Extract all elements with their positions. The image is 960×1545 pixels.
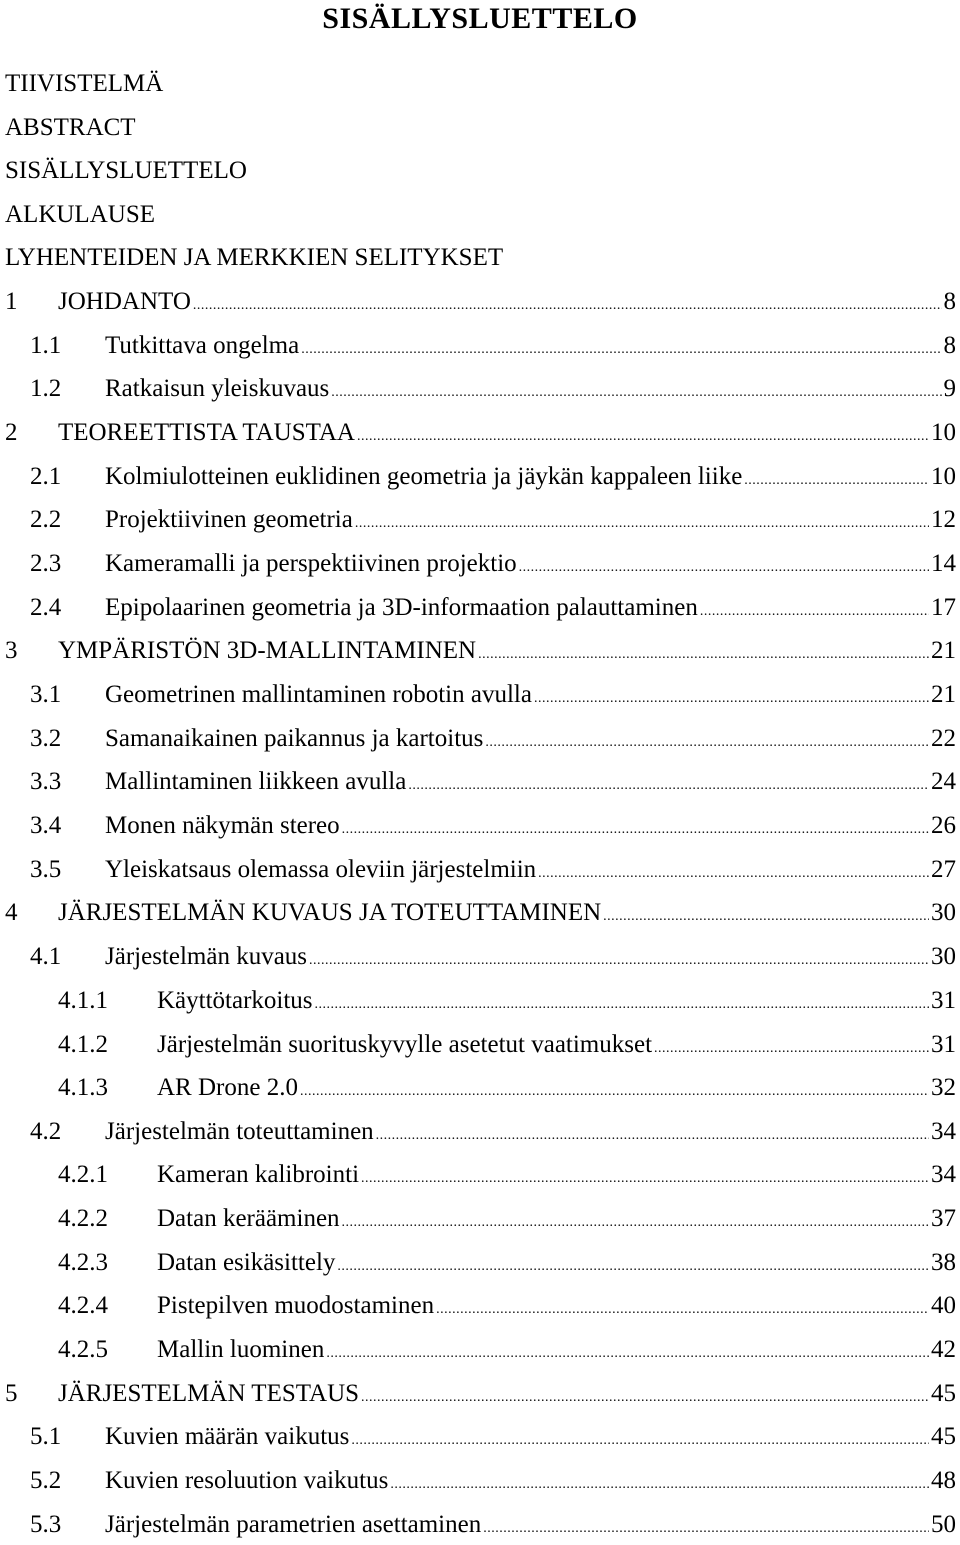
toc-entry-label: YMPÄRISTÖN 3D-MALLINTAMINEN	[58, 637, 477, 664]
toc-entry-number: 4.2.2	[58, 1205, 108, 1232]
toc-entry-number: 5.3	[30, 1511, 62, 1538]
toc-entry-label: Kameramalli ja perspektiivinen projektio	[105, 550, 517, 577]
toc-entry[interactable]	[0, 1292, 960, 1322]
toc-entry-label: Järjestelmän kuvaus	[105, 943, 308, 970]
page-title	[0, 2, 960, 36]
toc-entry-label: Monen näkymän stereo	[105, 812, 340, 839]
toc-entry-number: 2	[5, 419, 18, 446]
toc-leader-dots	[485, 736, 929, 750]
toc-entry-page: 26	[931, 812, 956, 839]
toc-entry-label: Mallintaminen liikkeen avulla	[105, 768, 407, 795]
toc-leader-dots	[361, 1172, 929, 1186]
toc-leader-dots	[301, 343, 941, 357]
toc-leader-dots	[315, 998, 929, 1012]
toc-entry[interactable]	[0, 1118, 960, 1148]
toc-entry[interactable]	[0, 375, 960, 405]
toc-entry-label: Kuvien määrän vaikutus	[105, 1423, 350, 1450]
toc-entry-page: 30	[931, 943, 956, 970]
toc-entry[interactable]	[0, 1074, 960, 1104]
toc-front-item[interactable]: ABSTRACT	[5, 114, 136, 141]
toc-entry-label: Geometrinen mallintaminen robotin avulla	[105, 681, 532, 708]
toc-entry-label: Kameran kalibrointi	[157, 1161, 360, 1188]
toc-entry-number: 4.1.3	[58, 1074, 108, 1101]
toc-entry-number: 2.4	[30, 594, 62, 621]
toc-entry-label: Käyttötarkoitus	[157, 987, 313, 1014]
toc-entry-page: 24	[931, 768, 956, 795]
toc-leader-dots	[603, 910, 929, 924]
toc-leader-dots	[478, 648, 929, 662]
toc-entry[interactable]	[0, 1336, 960, 1366]
toc-entry-number: 4.2	[30, 1118, 62, 1145]
toc-entry-number: 4.1.1	[58, 987, 108, 1014]
toc-leader-dots	[193, 299, 942, 313]
toc-entry-page: 32	[931, 1074, 956, 1101]
toc-entry-page: 40	[931, 1292, 956, 1319]
toc-entry-page: 27	[931, 856, 956, 883]
toc-entry[interactable]	[0, 1249, 960, 1279]
toc-entry-number: 3	[5, 637, 18, 664]
toc-entry-label: Samanaikainen paikannus ja kartoitus	[105, 725, 484, 752]
toc-entry-label: Projektiivinen geometria	[105, 506, 353, 533]
toc-entry[interactable]	[0, 681, 960, 711]
toc-entry[interactable]	[0, 943, 960, 973]
toc-entry-label: JOHDANTO	[58, 288, 191, 315]
toc-entry-page: 31	[931, 987, 956, 1014]
toc-leader-dots	[483, 1522, 929, 1536]
toc-entry[interactable]	[0, 1467, 960, 1497]
toc-entry-number: 4.2.4	[58, 1292, 108, 1319]
toc-leader-dots	[357, 430, 929, 444]
toc-leader-dots	[519, 561, 929, 575]
toc-entry[interactable]	[0, 419, 960, 449]
toc-entry-page: 34	[931, 1161, 956, 1188]
toc-entry-number: 3.2	[30, 725, 62, 752]
toc-entry-label: Kolmiulotteinen euklidinen geometria ja jäykän kappaleen liike	[105, 463, 743, 490]
toc-entry-page: 9	[943, 375, 956, 402]
toc-entry-number: 4.1	[30, 943, 62, 970]
toc-entry-number: 5.2	[30, 1467, 62, 1494]
toc-leader-dots	[361, 1391, 929, 1405]
toc-entry[interactable]	[0, 550, 960, 580]
toc-entry-label: Yleiskatsaus olemassa oleviin järjestelmiin	[105, 856, 537, 883]
toc-leader-dots	[390, 1478, 929, 1492]
toc-front-item[interactable]: LYHENTEIDEN JA MERKKIEN SELITYKSET	[5, 244, 504, 271]
toc-entry-page: 30	[931, 899, 956, 926]
toc-entry-label: Datan kerääminen	[157, 1205, 340, 1232]
toc-leader-dots	[654, 1042, 929, 1056]
toc-entry-number: 4.2.3	[58, 1249, 108, 1276]
toc-entry-number: 3.4	[30, 812, 62, 839]
toc-entry-label: Tutkittava ongelma	[105, 332, 300, 359]
toc-entry[interactable]	[0, 1205, 960, 1235]
toc-entry-number: 5	[5, 1380, 18, 1407]
toc-entry-page: 14	[931, 550, 956, 577]
toc-leader-dots	[376, 1129, 929, 1143]
toc-leader-dots	[355, 517, 929, 531]
toc-entry-number: 2.2	[30, 506, 62, 533]
toc-entry[interactable]	[0, 812, 960, 842]
toc-entry-number: 1	[5, 288, 18, 315]
toc-entry[interactable]	[0, 1380, 960, 1410]
toc-entry-label: AR Drone 2.0	[157, 1074, 298, 1101]
toc-leader-dots	[700, 605, 929, 619]
toc-entry-page: 38	[931, 1249, 956, 1276]
toc-entry[interactable]	[0, 899, 960, 929]
toc-entry[interactable]	[0, 856, 960, 886]
toc-entry[interactable]	[0, 1031, 960, 1061]
toc-entry-page: 21	[931, 681, 956, 708]
toc-entry[interactable]	[0, 637, 960, 667]
toc-leader-dots	[309, 954, 929, 968]
toc-entry[interactable]	[0, 332, 960, 362]
toc-entry-label: Ratkaisun yleiskuvaus	[105, 375, 330, 402]
toc-entry-label: Järjestelmän parametrien asettaminen	[105, 1511, 482, 1538]
toc-leader-dots	[744, 474, 929, 488]
toc-entry-page: 12	[931, 506, 956, 533]
toc-front-item[interactable]: SISÄLLYSLUETTELO	[5, 157, 247, 184]
toc-entry-label: Kuvien resoluution vaikutus	[105, 1467, 389, 1494]
toc-entry-label: Pistepilven muodostaminen	[157, 1292, 435, 1319]
toc-front-item[interactable]: TIIVISTELMÄ	[5, 70, 164, 97]
toc-entry[interactable]	[0, 1423, 960, 1453]
toc-entry-page: 10	[931, 419, 956, 446]
toc-entry-page: 48	[931, 1467, 956, 1494]
toc-entry-page: 31	[931, 1031, 956, 1058]
toc-entry[interactable]	[0, 768, 960, 798]
toc-entry-page: 22	[931, 725, 956, 752]
toc-entry-number: 1.1	[30, 332, 62, 359]
toc-front-item[interactable]: ALKULAUSE	[5, 201, 155, 228]
toc-entry-number: 2.1	[30, 463, 62, 490]
toc-entry-page: 50	[931, 1511, 956, 1538]
toc-entry[interactable]	[0, 288, 960, 318]
toc-leader-dots	[326, 1347, 929, 1361]
toc-entry[interactable]	[0, 463, 960, 493]
toc-leader-dots	[436, 1303, 929, 1317]
toc-entry-number: 2.3	[30, 550, 62, 577]
toc-entry-number: 4.1.2	[58, 1031, 108, 1058]
toc-entry-label: JÄRJESTELMÄN TESTAUS	[58, 1380, 360, 1407]
toc-entry-page: 42	[931, 1336, 956, 1363]
toc-entry[interactable]	[0, 987, 960, 1017]
toc-entry-number: 4.2.1	[58, 1161, 108, 1188]
title-text: SISÄLLYSLUETTELO	[322, 2, 638, 35]
toc-leader-dots	[534, 692, 929, 706]
toc-entry[interactable]	[0, 725, 960, 755]
toc-leader-dots	[342, 1216, 929, 1230]
toc-leader-dots	[408, 779, 929, 793]
toc-entry-label: Järjestelmän suorituskyvylle asetetut vaatimukset	[157, 1031, 653, 1058]
toc-leader-dots	[538, 867, 929, 881]
toc-entry-page: 21	[931, 637, 956, 664]
toc-leader-dots	[337, 1260, 929, 1274]
toc-entry-number: 4	[5, 899, 18, 926]
toc-leader-dots	[342, 823, 929, 837]
toc-leader-dots	[300, 1085, 929, 1099]
toc-entry-page: 8	[943, 288, 956, 315]
toc-entry-page: 37	[931, 1205, 956, 1232]
toc-entry-number: 4.2.5	[58, 1336, 108, 1363]
toc-entry-page: 8	[943, 332, 956, 359]
toc-entry-number: 3.5	[30, 856, 62, 883]
toc-entry-label: Mallin luominen	[157, 1336, 325, 1363]
toc-entry[interactable]	[0, 1511, 960, 1541]
toc-entry[interactable]	[0, 1161, 960, 1191]
toc-leader-dots	[331, 386, 941, 400]
toc-entry[interactable]	[0, 506, 960, 536]
toc-entry-label: Datan esikäsittely	[157, 1249, 336, 1276]
toc-entry-number: 1.2	[30, 375, 62, 402]
toc-entry-page: 17	[931, 594, 956, 621]
toc-entry-page: 34	[931, 1118, 956, 1145]
toc-entry[interactable]	[0, 594, 960, 624]
toc-entry-page: 10	[931, 463, 956, 490]
toc-entry-number: 5.1	[30, 1423, 62, 1450]
toc-entry-label: TEOREETTISTA TAUSTAA	[58, 419, 355, 446]
toc-entry-label: Järjestelmän toteuttaminen	[105, 1118, 374, 1145]
toc-entry-label: Epipolaarinen geometria ja 3D-informaation palauttaminen	[105, 594, 698, 621]
toc-leader-dots	[351, 1434, 929, 1448]
toc-entry-page: 45	[931, 1423, 956, 1450]
toc-entry-number: 3.3	[30, 768, 62, 795]
toc-entry-number: 3.1	[30, 681, 62, 708]
toc-entry-page: 45	[931, 1380, 956, 1407]
toc-entry-label: JÄRJESTELMÄN KUVAUS JA TOTEUTTAMINEN	[58, 899, 602, 926]
